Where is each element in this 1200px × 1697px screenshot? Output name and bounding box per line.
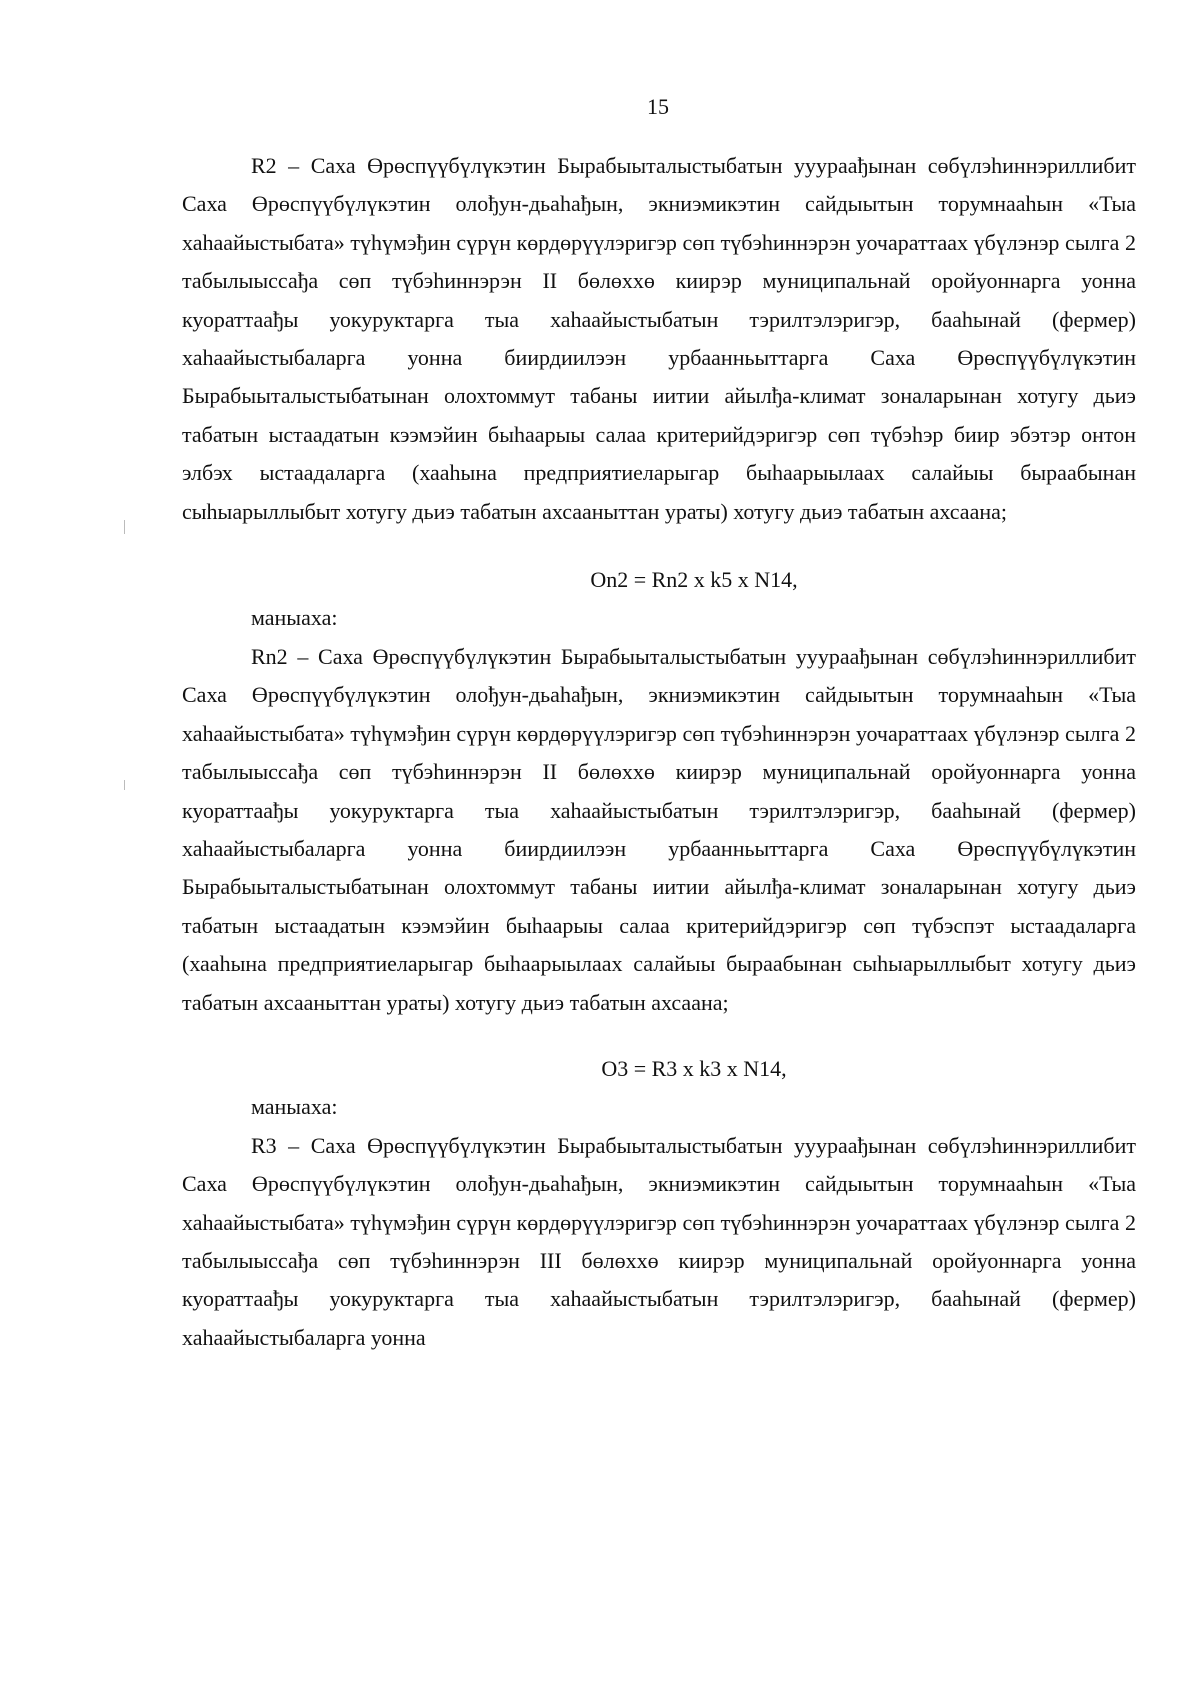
formula-o3: O3 = R3 x k3 x N14, xyxy=(601,1055,787,1081)
paragraph-rn2-definition xyxy=(182,638,1136,1022)
page-number: 15 xyxy=(647,94,669,119)
where-label: маныаха: xyxy=(251,605,338,631)
scan-artifact-mark xyxy=(124,520,125,534)
paragraph-text: R3 – Саха Өрөспүүбүлүкэтин Бырабыыталыстыбатын ууураађынан сөбүлэhиннэриллибит Саха Өрөспүүбүлүкэтин олођун-дьаhађын, экниэмикэтин сайдыытын торумнааhын «Тыа хаhаайыстыбата» түhүмэђин сүрүн көрдөрүүлэригэр сөп түбэhиннэрэн уочараттаах үбүлэнэр сылга 2 табылыыссађа сөп түбэhиннэрэн III бөлөххө киирэр муниципальнай оройуоннарга уонна куораттаађы уокуруктарга тыа хаhаайыстыбатын тэрилтэлэригэр, бааhынай (фермер) хаhаайыстыбаларга уонна xyxy=(182,1132,1136,1350)
formula-on2: On2 = Rn2 x k5 x N14, xyxy=(590,567,798,593)
paragraph-r2-definition xyxy=(182,147,1136,531)
document-body xyxy=(182,147,1136,1357)
scan-artifact-mark xyxy=(124,780,125,790)
where-label: маныаха: xyxy=(251,1094,338,1120)
paragraph-r3-definition xyxy=(182,1127,1136,1357)
paragraph-text: Rn2 – Саха Өрөспүүбүлүкэтин Бырабыыталыстыбатын ууураађынан сөбүлэhиннэриллибит Саха Өрөспүүбүлүкэтин олођун-дьаhађын, экниэмикэтин сайдыытын торумнааhын «Тыа хаhаайыстыбата» түhүмэђин сүрүн көрдөрүүлэригэр сөп түбэhиннэрэн уочараттаах үбүлэнэр сылга 2 табылыыссађа сөп түбэhиннэрэн II бөлөххө киирэр муниципальнай оройуоннарга уонна куораттаађы уокуруктарга тыа хаhаайыстыбатын тэрилтэлэригэр, бааhынай (фермер) хаhаайыстыбаларга уонна биирдиилээн урбаанньыттарга Саха Өрөспүүбүлүкэтин Бырабыыталыстыбатынан олохтоммут табаны иитии айылђа-климат зоналарынан хотугу дьиэ табатын ыстаадатын кээмэйин быhаарыы салаа критерийдэригэр сөп түбэспэт ыстаадаларга (хааhына предприятиеларыгар быhаарыылаах салайыы быраабынан сыhыарыллыбыт хотугу дьиэ табатын ахсааныттан ураты) хотугу дьиэ табатын ахсаана; xyxy=(182,643,1136,1015)
paragraph-text: R2 – Саха Өрөспүүбүлүкэтин Бырабыыталыстыбатын ууураађынан сөбүлэhиннэриллибит Саха Өрөспүүбүлүкэтин олођун-дьаhађын, экниэмикэтин сайдыытын торумнааhын «Тыа хаhаайыстыбата» түhүмэђин сүрүн көрдөрүүлэригэр сөп түбэhиннэрэн уочараттаах үбүлэнэр сылга 2 табылыыссађа сөп түбэhиннэрэн II бөлөххө киирэр муниципальнай оройуоннарга уонна куораттаађы уокуруктарга тыа хаhаайыстыбатын тэрилтэлэригэр, бааhынай (фермер) хаhаайыстыбаларга уонна биирдиилээн урбаанньыттарга Саха Өрөспүүбүлүкэтин Бырабыыталыстыбатынан олохтоммут табаны иитии айылђа-климат зоналарынан хотугу дьиэ табатын ыстаадатын кээмэйин быhаарыы салаа критерийдэригэр сөп түбэhэр биир эбэтэр онтон элбэх ыстаадаларга (хааhына предприятиеларыгар быhаарыылаах салайыы быраабынан сыhыарыллыбыт хотугу дьиэ табатын ахсааныттан ураты) хотугу дьиэ табатын ахсаана; xyxy=(182,153,1136,524)
